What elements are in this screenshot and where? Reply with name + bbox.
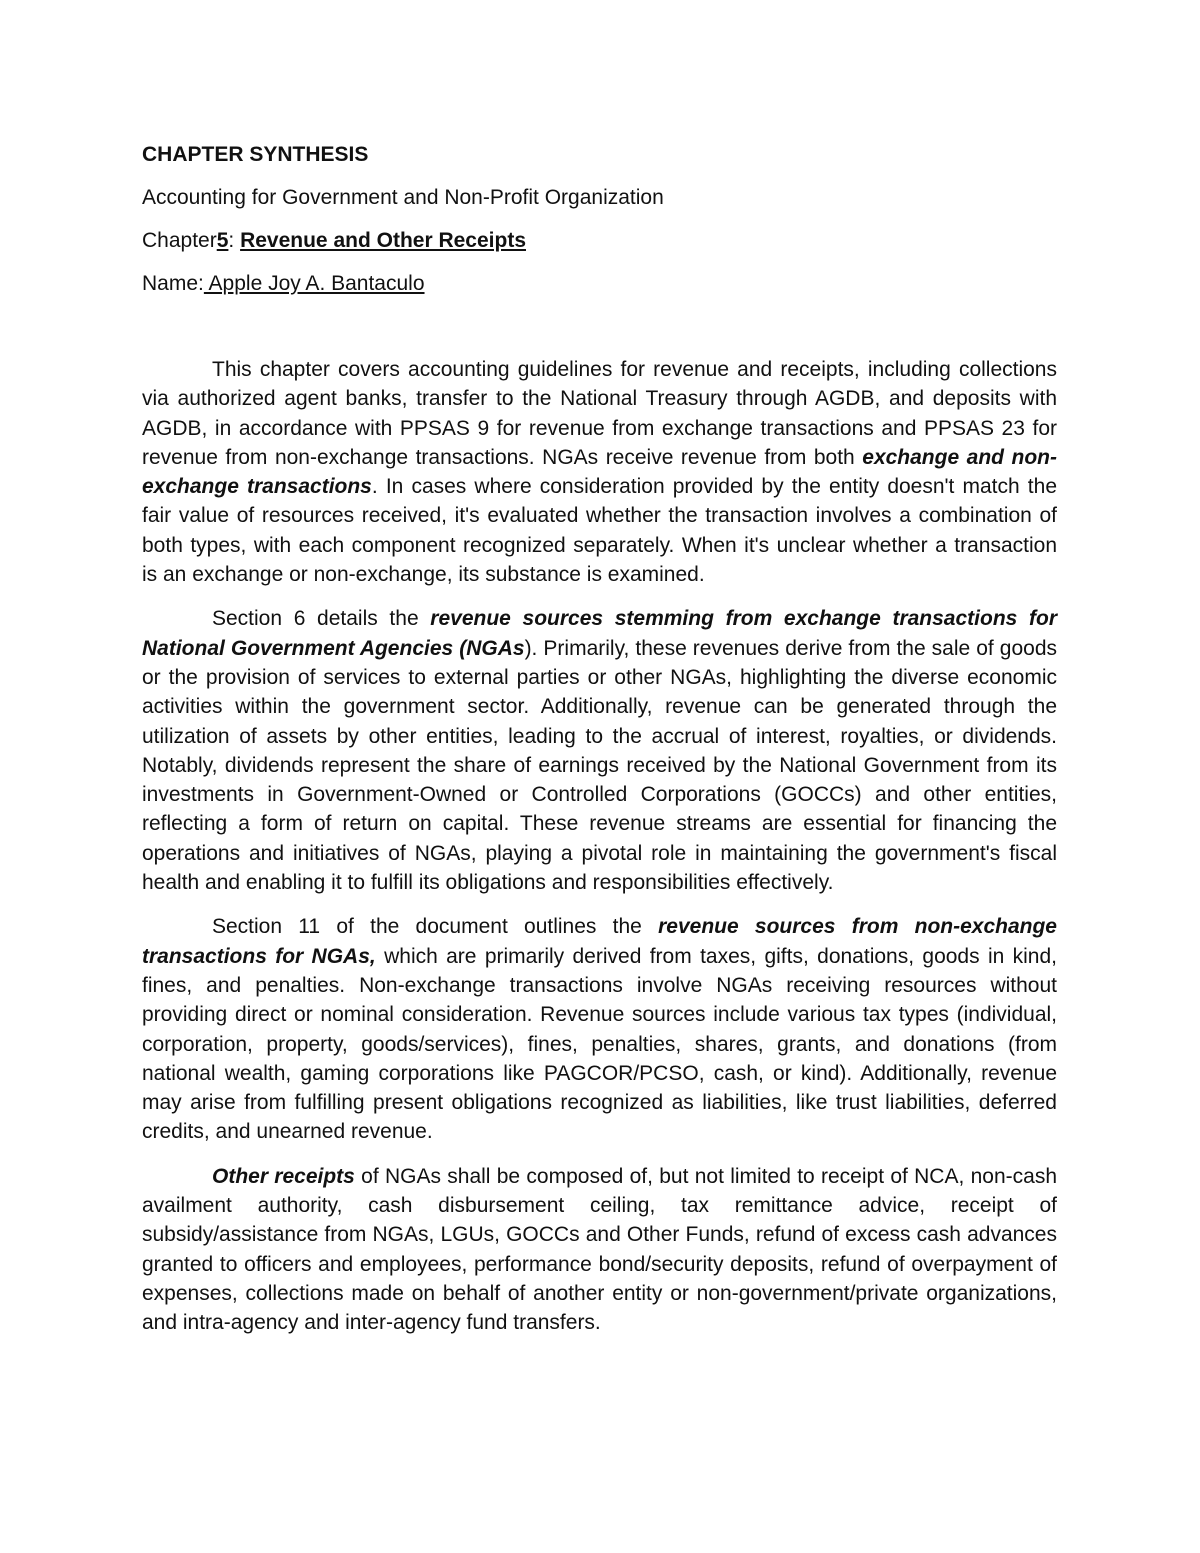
paragraph-text: Section 11 of the document outlines the bbox=[212, 915, 659, 939]
paragraph-text: . In cases where consideration provided by the entity doesn't match the fair value of resources received, it's evaluated whether the transaction involves a combination of both types, with each component recognized separately. When it's unclear whether a transaction is an exchange or non-exchange, its substance is examined. bbox=[142, 475, 1057, 587]
emphasis-text: revenue sources from non-exchange transactions for NGAs, bbox=[142, 915, 1057, 968]
paragraph-section-6 bbox=[142, 604, 1057, 897]
chapter-label: Chapter bbox=[142, 229, 217, 252]
chapter-line bbox=[142, 226, 1057, 256]
emphasis-text: exchange and non-exchange transactions bbox=[142, 445, 1058, 499]
name-label: Name: bbox=[142, 272, 204, 295]
chapter-number: 5 bbox=[216, 229, 229, 252]
synthesis-body bbox=[142, 355, 1057, 1338]
paragraph-other-receipts bbox=[142, 1162, 1057, 1338]
student-name: Apple Joy A. Bantaculo bbox=[203, 272, 425, 295]
name-line bbox=[142, 269, 1057, 299]
paragraph-section-11 bbox=[142, 912, 1057, 1146]
paragraph-text: which are primarily derived from taxes, gifts, donations, goods in kind, fines, and penalties. Non-exchange transactions involve NGAs receiving resources without providing direct or nominal consideration. Revenue sources include various tax types (individual, corporation, property, goods/services), fines, penalties, shares, grants, and donations (from national wealth, gaming corporations like PAGCOR/PCSO, cash, or kind). Additionally, revenue may arise from fulfilling present obligations recognized as liabilities, like trust liabilities, deferred credits, and unearned revenue. bbox=[142, 944, 1058, 1144]
course-title: Accounting for Government and Non-Profit Organization bbox=[142, 186, 664, 209]
paragraph-text: Section 6 details the bbox=[212, 607, 431, 631]
document-title: CHAPTER SYNTHESIS bbox=[142, 143, 369, 166]
chapter-title: Revenue and Other Receipts bbox=[240, 229, 526, 252]
paragraph-overview bbox=[142, 355, 1057, 589]
paragraph-text: ). Primarily, these revenues derive from the sale of goods or the provision of services to external parties or other NGAs, highlighting the diverse economic activities within the government sector. Additionally, revenue can be generated through the utilization of assets by other entities, leading to the accrual of interest, royalties, or dividends. Notably, dividends represent the share of earnings received by the National Government from its investments in Government-Owned or Controlled Corporations (GOCCs) and other entities, reflecting a form of return on capital. These revenue streams are essential for financing the operations and initiatives of NGAs, playing a pivotal role in maintaining the government's fiscal health and enabling it to fulfill its obligations and responsibilities effectively. bbox=[142, 636, 1058, 895]
emphasis-text: Other receipts bbox=[212, 1164, 355, 1188]
emphasis-text: revenue sources stemming from exchange transactions for National Government Agencies (NGAs bbox=[142, 607, 1057, 660]
paragraph-text: This chapter covers accounting guidelines for revenue and receipts, including collections via authorized agent banks, transfer to the National Treasury through AGDB, and deposits with AGDB, in accordance with PPSAS 9 for revenue from exchange transactions and PPSAS 23 for revenue from non-exchange transactions. NGAs receive revenue from both bbox=[142, 358, 1057, 469]
chapter-separator: : bbox=[228, 229, 241, 252]
paragraph-text: of NGAs shall be composed of, but not limited to receipt of NCA, non-cash availment authority, cash disbursement ceiling, tax remittance advice, receipt of subsidy/assistance from NGAs, LGUs, GOCCs and Other Funds, refund of excess cash advances granted to officers and employees, performance bond/security deposits, refund of overpayment of expenses, collections made on behalf of another entity or non-government/private organizations, and intra-agency and inter-agency fund transfers. bbox=[142, 1164, 1057, 1335]
document-page bbox=[142, 140, 1057, 1353]
